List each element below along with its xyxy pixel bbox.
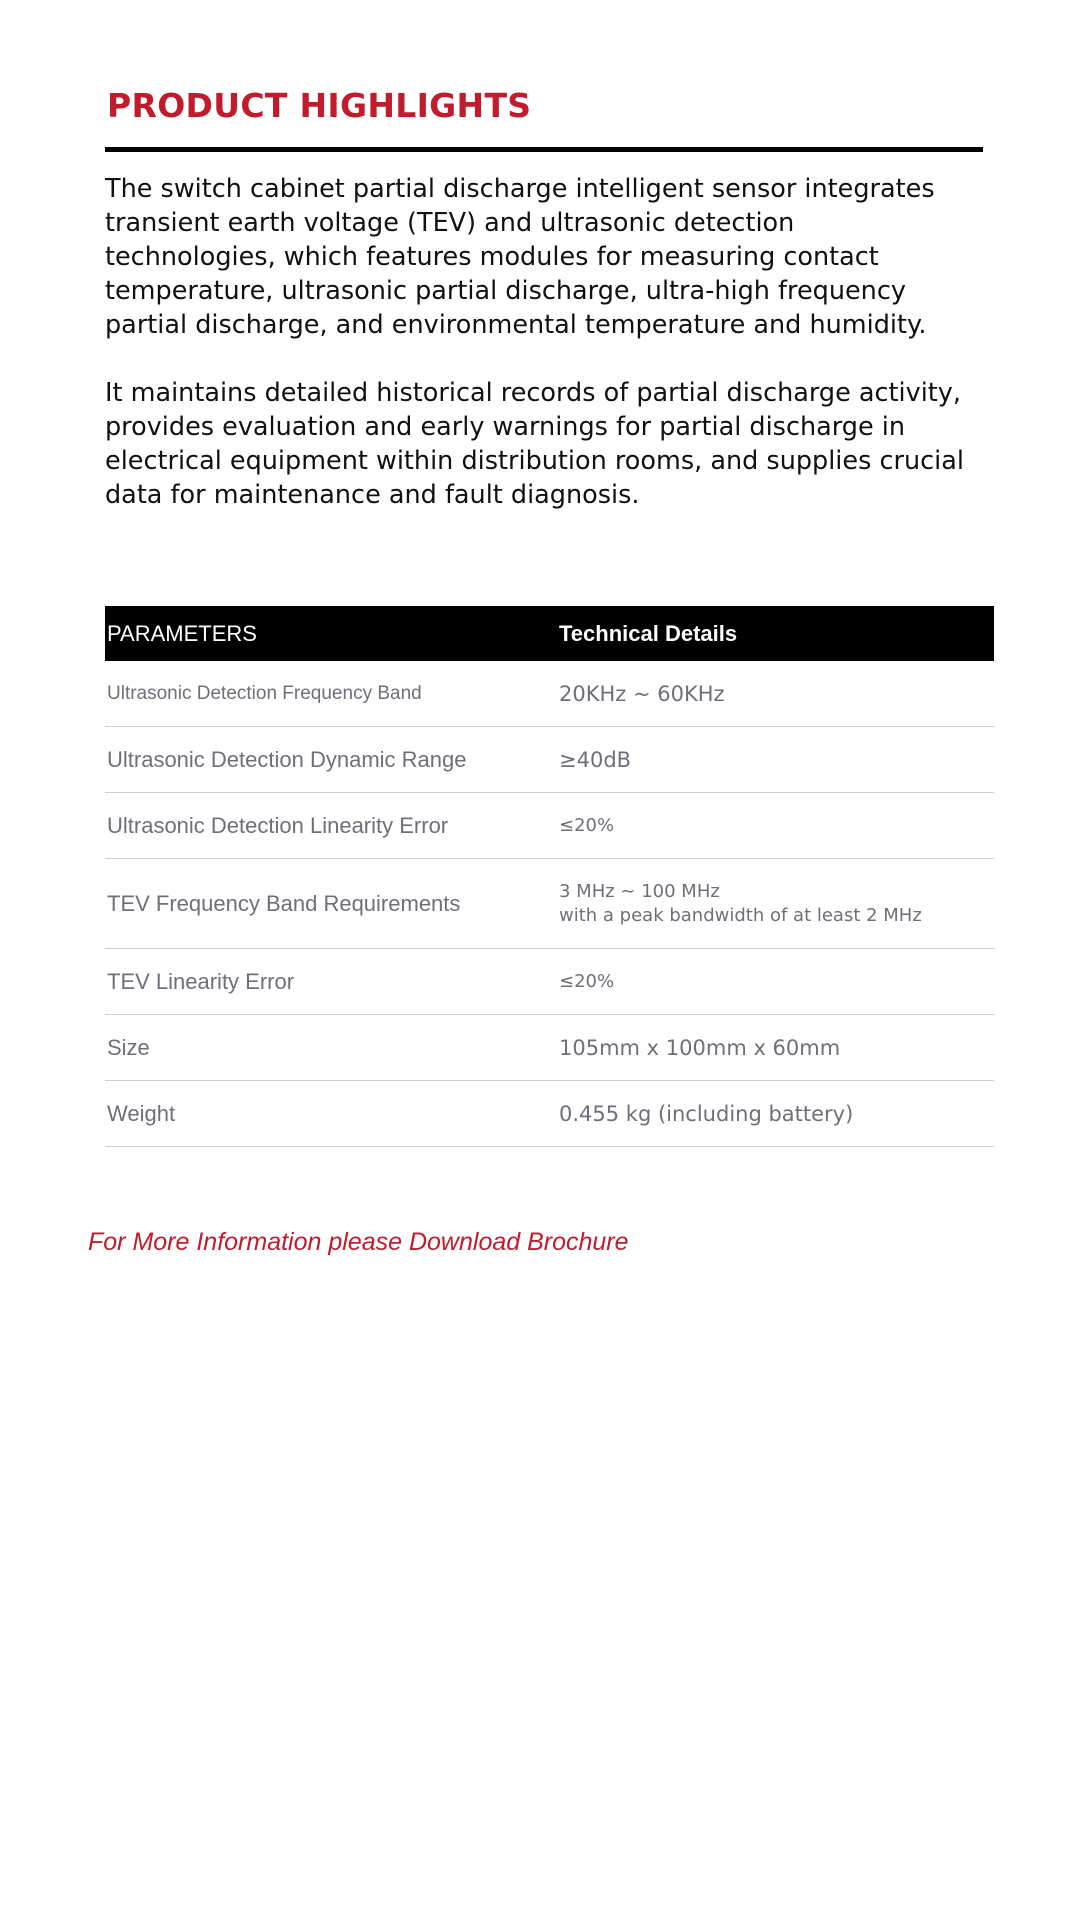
parameters-table	[105, 606, 994, 1147]
download-brochure-link[interactable]: For More Information please Download Brochure	[88, 1228, 629, 1256]
value-line: with a peak bandwidth of at least 2 MHz	[559, 904, 922, 926]
parameter-name: TEV Frequency Band Requirements	[105, 859, 557, 949]
parameter-name: Weight	[105, 1081, 557, 1147]
parameter-value: 105mm x 100mm x 60mm	[557, 1015, 994, 1081]
parameter-value: ≤20%	[557, 949, 994, 1015]
product-description	[105, 172, 995, 512]
table-row	[105, 1015, 994, 1081]
parameter-value: 0.455 kg (including battery)	[557, 1081, 994, 1147]
table-row	[105, 793, 994, 859]
parameter-value: ≥40dB	[557, 727, 994, 793]
parameter-value: ≤20%	[557, 793, 994, 859]
title-divider	[105, 147, 983, 152]
table-row	[105, 661, 994, 727]
description-paragraph: The switch cabinet partial discharge intelligent sensor integrates transient earth voltage (TEV) and ultrasonic detection technologies, which features modules for measuring contact temperature, ultrasonic partial discharge, ultra-high frequency partial discharge, and environmental temperature and humidity.	[105, 174, 935, 340]
table-header-row	[105, 606, 994, 661]
table-row	[105, 859, 994, 949]
table-row	[105, 1081, 994, 1147]
parameter-name: Ultrasonic Detection Dynamic Range	[105, 727, 557, 793]
section-title: PRODUCT HIGHLIGHTS	[107, 86, 532, 125]
parameter-value	[557, 859, 994, 949]
header-technical-details: Technical Details	[557, 606, 994, 661]
description-paragraph: It maintains detailed historical records of partial discharge activity, provides evaluation and early warnings for partial discharge in electrical equipment within distribution rooms, and supplies crucial data for maintenance and fault diagnosis.	[105, 378, 964, 510]
table-row	[105, 949, 994, 1015]
parameter-name: Size	[105, 1015, 557, 1081]
table-row	[105, 727, 994, 793]
parameter-name: Ultrasonic Detection Frequency Band	[105, 661, 557, 727]
header-parameters: PARAMETERS	[105, 606, 557, 661]
value-line: 3 MHz ~ 100 MHz	[559, 880, 720, 902]
parameter-name: Ultrasonic Detection Linearity Error	[105, 793, 557, 859]
parameter-value: 20KHz ~ 60KHz	[557, 661, 994, 727]
parameter-name: TEV Linearity Error	[105, 949, 557, 1015]
